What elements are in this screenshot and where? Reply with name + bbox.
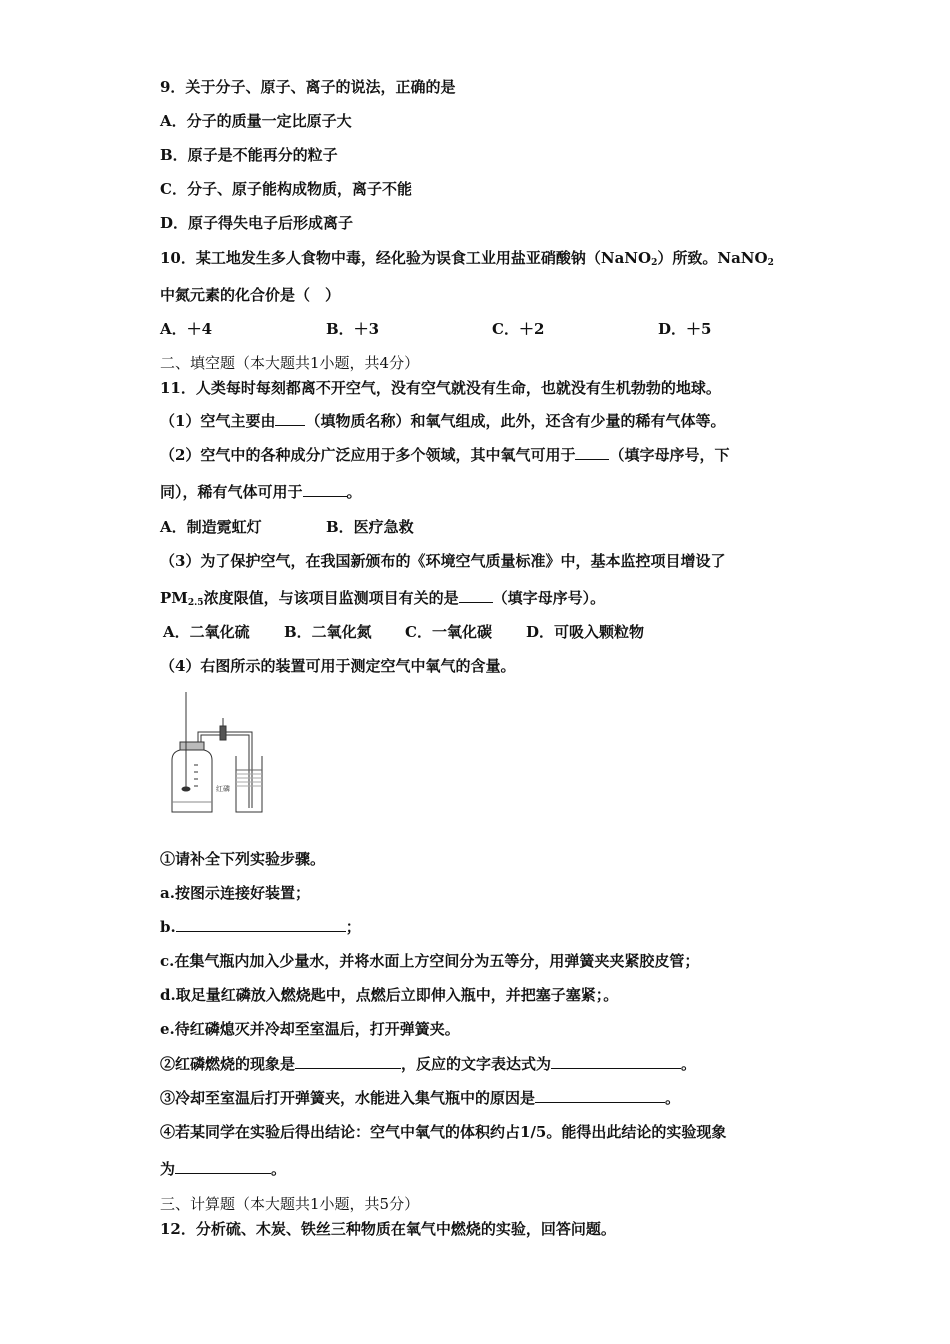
- option: D．可吸入颗粒物: [526, 623, 645, 641]
- q10-stem: [160, 247, 774, 274]
- clamp: [220, 726, 226, 740]
- text: 。: [346, 483, 362, 501]
- q11-part3: （3）为了保护空气，在我国新颁布的《环境空气质量标准》中，基本监控项目增设了: [160, 552, 726, 570]
- question-2: [160, 1053, 696, 1075]
- text: （填字母序号，下: [609, 446, 730, 464]
- step-b: [160, 916, 361, 938]
- question-4: ④若某同学在实验后得出结论：空气中氧气的体积约占1/5。能得出此结论的实验现象: [160, 1123, 727, 1141]
- answer-blank[interactable]: [295, 1053, 401, 1069]
- subscript: 2: [767, 258, 774, 268]
- subscript: 2.5: [187, 598, 204, 608]
- q11-part2-options: [160, 516, 414, 538]
- option: A．二氧化硫: [163, 623, 250, 641]
- stopper: [180, 742, 204, 750]
- text: ③冷却至室温后打开弹簧夹，水能进入集气瓶中的原因是: [160, 1089, 536, 1107]
- answer-blank[interactable]: [575, 444, 609, 460]
- q10-option: A．＋4: [160, 320, 213, 338]
- section-title: 三、计算题（本大题共1小题，共5分）: [160, 1195, 420, 1213]
- text: 浓度限值，与该项目监测项目有关的是: [203, 589, 459, 607]
- q9-option-c: C．分子、原子能构成物质，离子不能: [160, 180, 412, 198]
- step-a: a.按图示连接好装置；: [160, 884, 310, 902]
- subscript: 2: [651, 258, 658, 268]
- text: ；: [345, 918, 361, 936]
- q11-part3-options: [163, 621, 644, 643]
- text: 。: [665, 1089, 681, 1107]
- answer-blank[interactable]: [459, 587, 493, 603]
- text: （2）空气中的各种成分广泛应用于多个领域，其中氧气可用于: [160, 446, 576, 464]
- text: b.: [160, 918, 176, 936]
- apparatus-diagram: [164, 690, 264, 820]
- text: 同），稀有气体可用于: [160, 483, 303, 501]
- text: （填字母序号）。: [492, 589, 606, 607]
- question-3: [160, 1087, 680, 1109]
- section-title: 二、填空题（本大题共1小题，共4分）: [160, 354, 420, 372]
- answer-blank[interactable]: [303, 481, 347, 497]
- spoon: [182, 787, 190, 791]
- text: PM: [160, 589, 188, 607]
- answer-blank[interactable]: [275, 410, 305, 426]
- q9-stem: 9．关于分子、原子、离子的说法，正确的是: [160, 78, 456, 96]
- step-c: c.在集气瓶内加入少量水，并将水面上方空间分为五等分，用弹簧夹夹紧胶皮管；: [160, 952, 700, 970]
- text: （1）空气主要由: [160, 412, 276, 430]
- q10-options: [160, 318, 711, 340]
- option: A．制造霓虹灯: [160, 518, 262, 536]
- q11-part2: [160, 444, 729, 466]
- q10-stem-part: ）所致。NaNO: [657, 249, 768, 267]
- step-d: d.取足量红磷放入燃烧匙中，点燃后立即伸入瓶中，并把塞子塞紧；。: [160, 986, 619, 1004]
- q10-option: B．＋3: [326, 320, 380, 338]
- text: 。: [271, 1160, 287, 1178]
- q9-option-b: B．原子是不能再分的粒子: [160, 146, 338, 164]
- q10-stem-part: 10．某工地发生多人食物中毒，经化验为误食工业用盐亚硝酸钠（NaNO: [160, 249, 652, 267]
- option: B．医疗急救: [326, 518, 414, 536]
- q11-part2-cont: [160, 481, 362, 503]
- q12-stem: 12．分析硫、木炭、铁丝三种物质在氧气中燃烧的实验，回答问题。: [160, 1220, 616, 1238]
- text: ②红磷燃烧的现象是: [160, 1055, 296, 1073]
- text: 为: [160, 1160, 176, 1178]
- fig-label: 红磷: [216, 785, 230, 793]
- q10-stem-cont: 中氮元素的化合价是（ ）: [160, 286, 341, 304]
- q11-part3-cont: [160, 587, 605, 614]
- q11-part4: （4）右图所示的装置可用于测定空气中氧气的含量。: [160, 657, 516, 675]
- option: C．一氧化碳: [405, 623, 492, 641]
- text: ，反应的文字表达式为: [401, 1055, 552, 1073]
- q10-option: D．＋5: [658, 320, 712, 338]
- step-e: e.待红磷熄灭并冷却至室温后，打开弹簧夹。: [160, 1020, 460, 1038]
- question-4-cont: [160, 1158, 286, 1180]
- answer-blank[interactable]: [175, 1158, 271, 1174]
- answer-blank[interactable]: [176, 916, 346, 932]
- q11-stem: 11．人类每时每刻都离不开空气，没有空气就没有生命，也就没有生机勃勃的地球。: [160, 379, 721, 397]
- text: 。: [681, 1055, 697, 1073]
- answer-blank[interactable]: [551, 1053, 681, 1069]
- option: B．二氧化氮: [284, 623, 372, 641]
- q9-option-d: D．原子得失电子后形成离子: [160, 214, 354, 232]
- q11-part1: [160, 410, 725, 432]
- answer-blank[interactable]: [535, 1087, 665, 1103]
- text: （填物质名称）和氧气组成，此外，还含有少量的稀有气体等。: [305, 412, 726, 430]
- q9-option-a: A．分子的质量一定比原子大: [160, 112, 352, 130]
- gas-bottle: [172, 750, 212, 812]
- step-intro: ①请补全下列实验步骤。: [160, 850, 326, 868]
- q10-option: C．＋2: [492, 320, 545, 338]
